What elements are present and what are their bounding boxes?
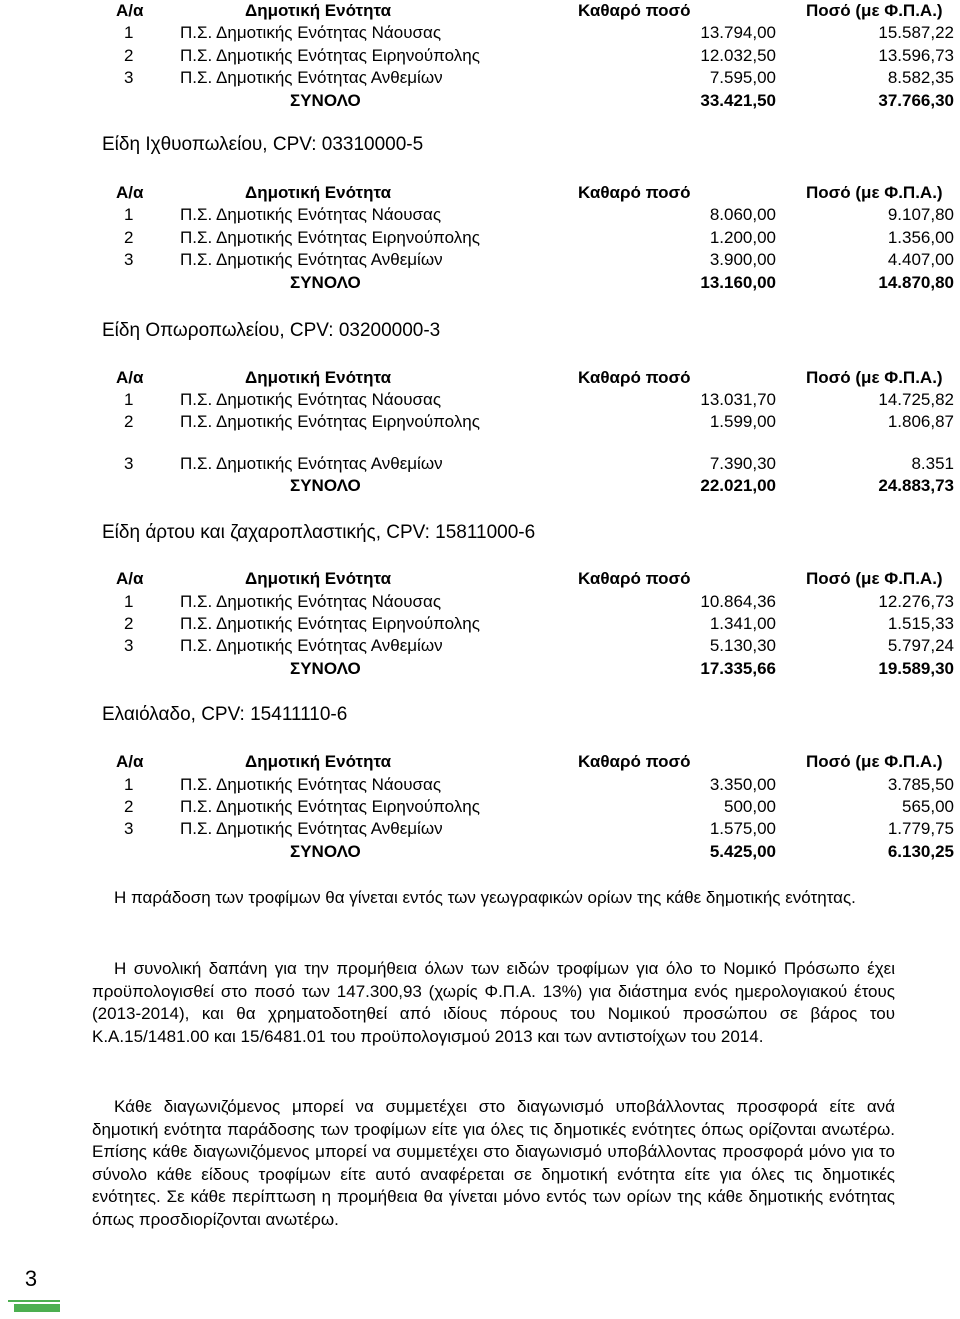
header-unit: Δημοτική Ενότητα <box>245 569 392 588</box>
table-row <box>0 591 960 613</box>
table-header-row <box>0 568 960 590</box>
row-net: 500,00 <box>724 797 776 816</box>
header-no: Α/α <box>116 1 144 20</box>
table-header-row <box>0 182 960 204</box>
row-unit: Π.Σ. Δημοτικής Ενότητας Ειρηνούπολης <box>180 228 480 247</box>
row-gross: 9.107,80 <box>887 205 954 224</box>
row-net: 1.200,00 <box>709 228 776 247</box>
total-gross: 14.870,80 <box>878 273 954 292</box>
section-title: Είδη Οπωροπωλείου, CPV: 03200000-3 <box>102 320 441 341</box>
total-row <box>0 272 960 294</box>
table-row <box>0 453 960 475</box>
table-row <box>0 22 960 44</box>
row-gross: 8.351 <box>911 454 954 473</box>
row-unit: Π.Σ. Δημοτικής Ενότητας Ειρηνούπολης <box>180 797 480 816</box>
row-no: 1 <box>124 775 134 794</box>
header-gross: Ποσό (με Φ.Π.Α.) <box>806 752 943 771</box>
table-header-row <box>0 0 960 22</box>
table-row <box>0 204 960 226</box>
paragraph-budget: Η συνολική δαπάνη για την προμήθεια όλων των ειδών τροφίμων για όλο το Νομικό Πρόσωπο έχει προϋπολογισθεί στο ποσό των 147.300,93 (χωρίς Φ.Π.Α. 13%) για διάστημα ενός ημερολογιακού έτους (2013-2014), και θα χρηματοδοτηθεί από ιδίους πόρους του Νομικού προσώπου σε βάρος του Κ.Α.15/1481.00 και 15/6481.01 του προϋπολογισμού 2013 και των αντιστοίχων του 2014. <box>92 959 895 1046</box>
row-unit: Π.Σ. Δημοτικής Ενότητας Νάουσας <box>180 390 442 409</box>
row-unit: Π.Σ. Δημοτικής Ενότητας Ανθεμίων <box>180 250 443 269</box>
table-row <box>0 774 960 796</box>
row-gross: 14.725,82 <box>878 390 954 409</box>
row-unit: Π.Σ. Δημοτικής Ενότητας Ανθεμίων <box>180 819 443 838</box>
page-number-box <box>8 1262 54 1314</box>
total-net: 22.021,00 <box>700 476 776 495</box>
header-unit: Δημοτική Ενότητα <box>245 183 392 202</box>
header-no: Α/α <box>116 752 144 771</box>
table-row <box>0 411 960 433</box>
paragraph-delivery: Η παράδοση των τροφίμων θα γίνεται εντός των γεωγραφικών ορίων της κάθε δημοτικής ενότητας. <box>114 888 856 907</box>
total-net: 13.160,00 <box>700 273 776 292</box>
row-gross: 8.582,35 <box>887 68 954 87</box>
row-net: 7.390,30 <box>709 454 776 473</box>
table-header-row <box>0 367 960 389</box>
header-net: Καθαρό ποσό <box>578 569 691 588</box>
row-gross: 13.596,73 <box>878 46 954 65</box>
table-header-row <box>0 751 960 773</box>
total-label: ΣΥΝΟΛΟ <box>290 91 361 110</box>
header-unit: Δημοτική Ενότητα <box>245 752 392 771</box>
row-net: 8.060,00 <box>709 205 776 224</box>
row-no: 2 <box>124 412 134 431</box>
page-number-accent-bar <box>14 1304 60 1312</box>
page-number: 3 <box>24 1266 38 1291</box>
row-unit: Π.Σ. Δημοτικής Ενότητας Ανθεμίων <box>180 636 443 655</box>
row-unit: Π.Σ. Δημοτικής Ενότητας Νάουσας <box>180 23 442 42</box>
page-number-rule <box>8 1300 60 1302</box>
paragraph-participation: Κάθε διαγωνιζόμενος μπορεί να συμμετέχει στο διαγωνισμό υποβάλλοντας προσφορά είτε ανά δημοτική ενότητα παράδοσης των τροφίμων είτε για όλες τις δημοτικές ενότητες όπως ορίζονται ανωτέρω. Επίσης κάθε διαγωνιζόμενος μπορεί να συμμετέχει στο διαγωνισμό υποβάλλοντας προσφορά μόνο για το σύνολο κάθε είδους τροφίμων είτε αυτό αναφέρεται σε δημοτική ενότητα είτε για όλες τις δημοτικές ενότητες. Σε κάθε περίπτωση η προμήθεια θα γίνεται μόνο εντός των ορίων της κάθε δημοτικής ενότητας όπως προσδιορίζονται ανωτέρω. <box>92 1097 895 1229</box>
row-no: 2 <box>124 228 134 247</box>
section-title: Είδη άρτου και ζαχαροπλαστικής, CPV: 15811000-6 <box>102 522 536 543</box>
row-gross: 12.276,73 <box>878 592 954 611</box>
header-net: Καθαρό ποσό <box>578 752 691 771</box>
total-row <box>0 475 960 497</box>
row-unit: Π.Σ. Δημοτικής Ενότητας Νάουσας <box>180 592 442 611</box>
row-unit: Π.Σ. Δημοτικής Ενότητας Νάουσας <box>180 775 442 794</box>
total-label: ΣΥΝΟΛΟ <box>290 659 361 678</box>
row-unit: Π.Σ. Δημοτικής Ενότητας Ειρηνούπολης <box>180 614 480 633</box>
total-row <box>0 841 960 863</box>
header-gross: Ποσό (με Φ.Π.Α.) <box>806 183 943 202</box>
table-row <box>0 818 960 840</box>
header-net: Καθαρό ποσό <box>578 1 691 20</box>
table-row <box>0 67 960 89</box>
row-net: 1.599,00 <box>709 412 776 431</box>
row-gross: 5.797,24 <box>887 636 954 655</box>
total-label: ΣΥΝΟΛΟ <box>290 842 361 861</box>
header-no: Α/α <box>116 569 144 588</box>
header-unit: Δημοτική Ενότητα <box>245 1 392 20</box>
row-unit: Π.Σ. Δημοτικής Ενότητας Ανθεμίων <box>180 68 443 87</box>
row-net: 13.031,70 <box>700 390 776 409</box>
row-no: 3 <box>124 636 134 655</box>
row-unit: Π.Σ. Δημοτικής Ενότητας Νάουσας <box>180 205 442 224</box>
header-gross: Ποσό (με Φ.Π.Α.) <box>806 1 943 20</box>
total-net: 33.421,50 <box>700 91 776 110</box>
row-net: 1.341,00 <box>709 614 776 633</box>
row-no: 1 <box>124 205 134 224</box>
header-gross: Ποσό (με Φ.Π.Α.) <box>806 569 943 588</box>
row-gross: 1.806,87 <box>887 412 954 431</box>
total-net: 5.425,00 <box>709 842 776 861</box>
header-net: Καθαρό ποσό <box>578 183 691 202</box>
row-no: 3 <box>124 250 134 269</box>
header-net: Καθαρό ποσό <box>578 368 691 387</box>
row-unit: Π.Σ. Δημοτικής Ενότητας Ειρηνούπολης <box>180 46 480 65</box>
row-no: 3 <box>124 68 134 87</box>
total-net: 17.335,66 <box>700 659 776 678</box>
table-row <box>0 389 960 411</box>
row-no: 2 <box>124 46 134 65</box>
row-no: 2 <box>124 797 134 816</box>
total-gross: 6.130,25 <box>887 842 954 861</box>
table-row <box>0 635 960 657</box>
row-no: 1 <box>124 390 134 409</box>
row-no: 3 <box>124 819 134 838</box>
row-gross: 3.785,50 <box>887 775 954 794</box>
row-no: 2 <box>124 614 134 633</box>
header-unit: Δημοτική Ενότητα <box>245 368 392 387</box>
row-no: 1 <box>124 23 134 42</box>
table-row <box>0 796 960 818</box>
section-title: Είδη Ιχθυοπωλείου, CPV: 03310000-5 <box>102 134 424 155</box>
header-no: Α/α <box>116 368 144 387</box>
row-net: 3.900,00 <box>709 250 776 269</box>
total-label: ΣΥΝΟΛΟ <box>290 273 361 292</box>
row-net: 13.794,00 <box>700 23 776 42</box>
header-no: Α/α <box>116 183 144 202</box>
row-net: 10.864,36 <box>700 592 776 611</box>
row-net: 5.130,30 <box>709 636 776 655</box>
total-label: ΣΥΝΟΛΟ <box>290 476 361 495</box>
total-gross: 24.883,73 <box>878 476 954 495</box>
table-row <box>0 249 960 271</box>
total-gross: 19.589,30 <box>878 659 954 678</box>
row-no: 3 <box>124 454 134 473</box>
row-net: 12.032,50 <box>700 46 776 65</box>
header-gross: Ποσό (με Φ.Π.Α.) <box>806 368 943 387</box>
row-gross: 565,00 <box>902 797 954 816</box>
row-gross: 1.515,33 <box>887 614 954 633</box>
total-gross: 37.766,30 <box>878 91 954 110</box>
table-row <box>0 227 960 249</box>
row-net: 3.350,00 <box>709 775 776 794</box>
section-title: Ελαιόλαδο, CPV: 15411110-6 <box>102 704 348 725</box>
row-net: 1.575,00 <box>709 819 776 838</box>
row-gross: 1.779,75 <box>887 819 954 838</box>
row-net: 7.595,00 <box>709 68 776 87</box>
row-gross: 15.587,22 <box>878 23 954 42</box>
row-gross: 1.356,00 <box>887 228 954 247</box>
row-unit: Π.Σ. Δημοτικής Ενότητας Ανθεμίων <box>180 454 443 473</box>
row-unit: Π.Σ. Δημοτικής Ενότητας Ειρηνούπολης <box>180 412 480 431</box>
total-row <box>0 90 960 112</box>
row-no: 1 <box>124 592 134 611</box>
table-row <box>0 45 960 67</box>
table-row <box>0 613 960 635</box>
total-row <box>0 658 960 680</box>
row-gross: 4.407,00 <box>887 250 954 269</box>
